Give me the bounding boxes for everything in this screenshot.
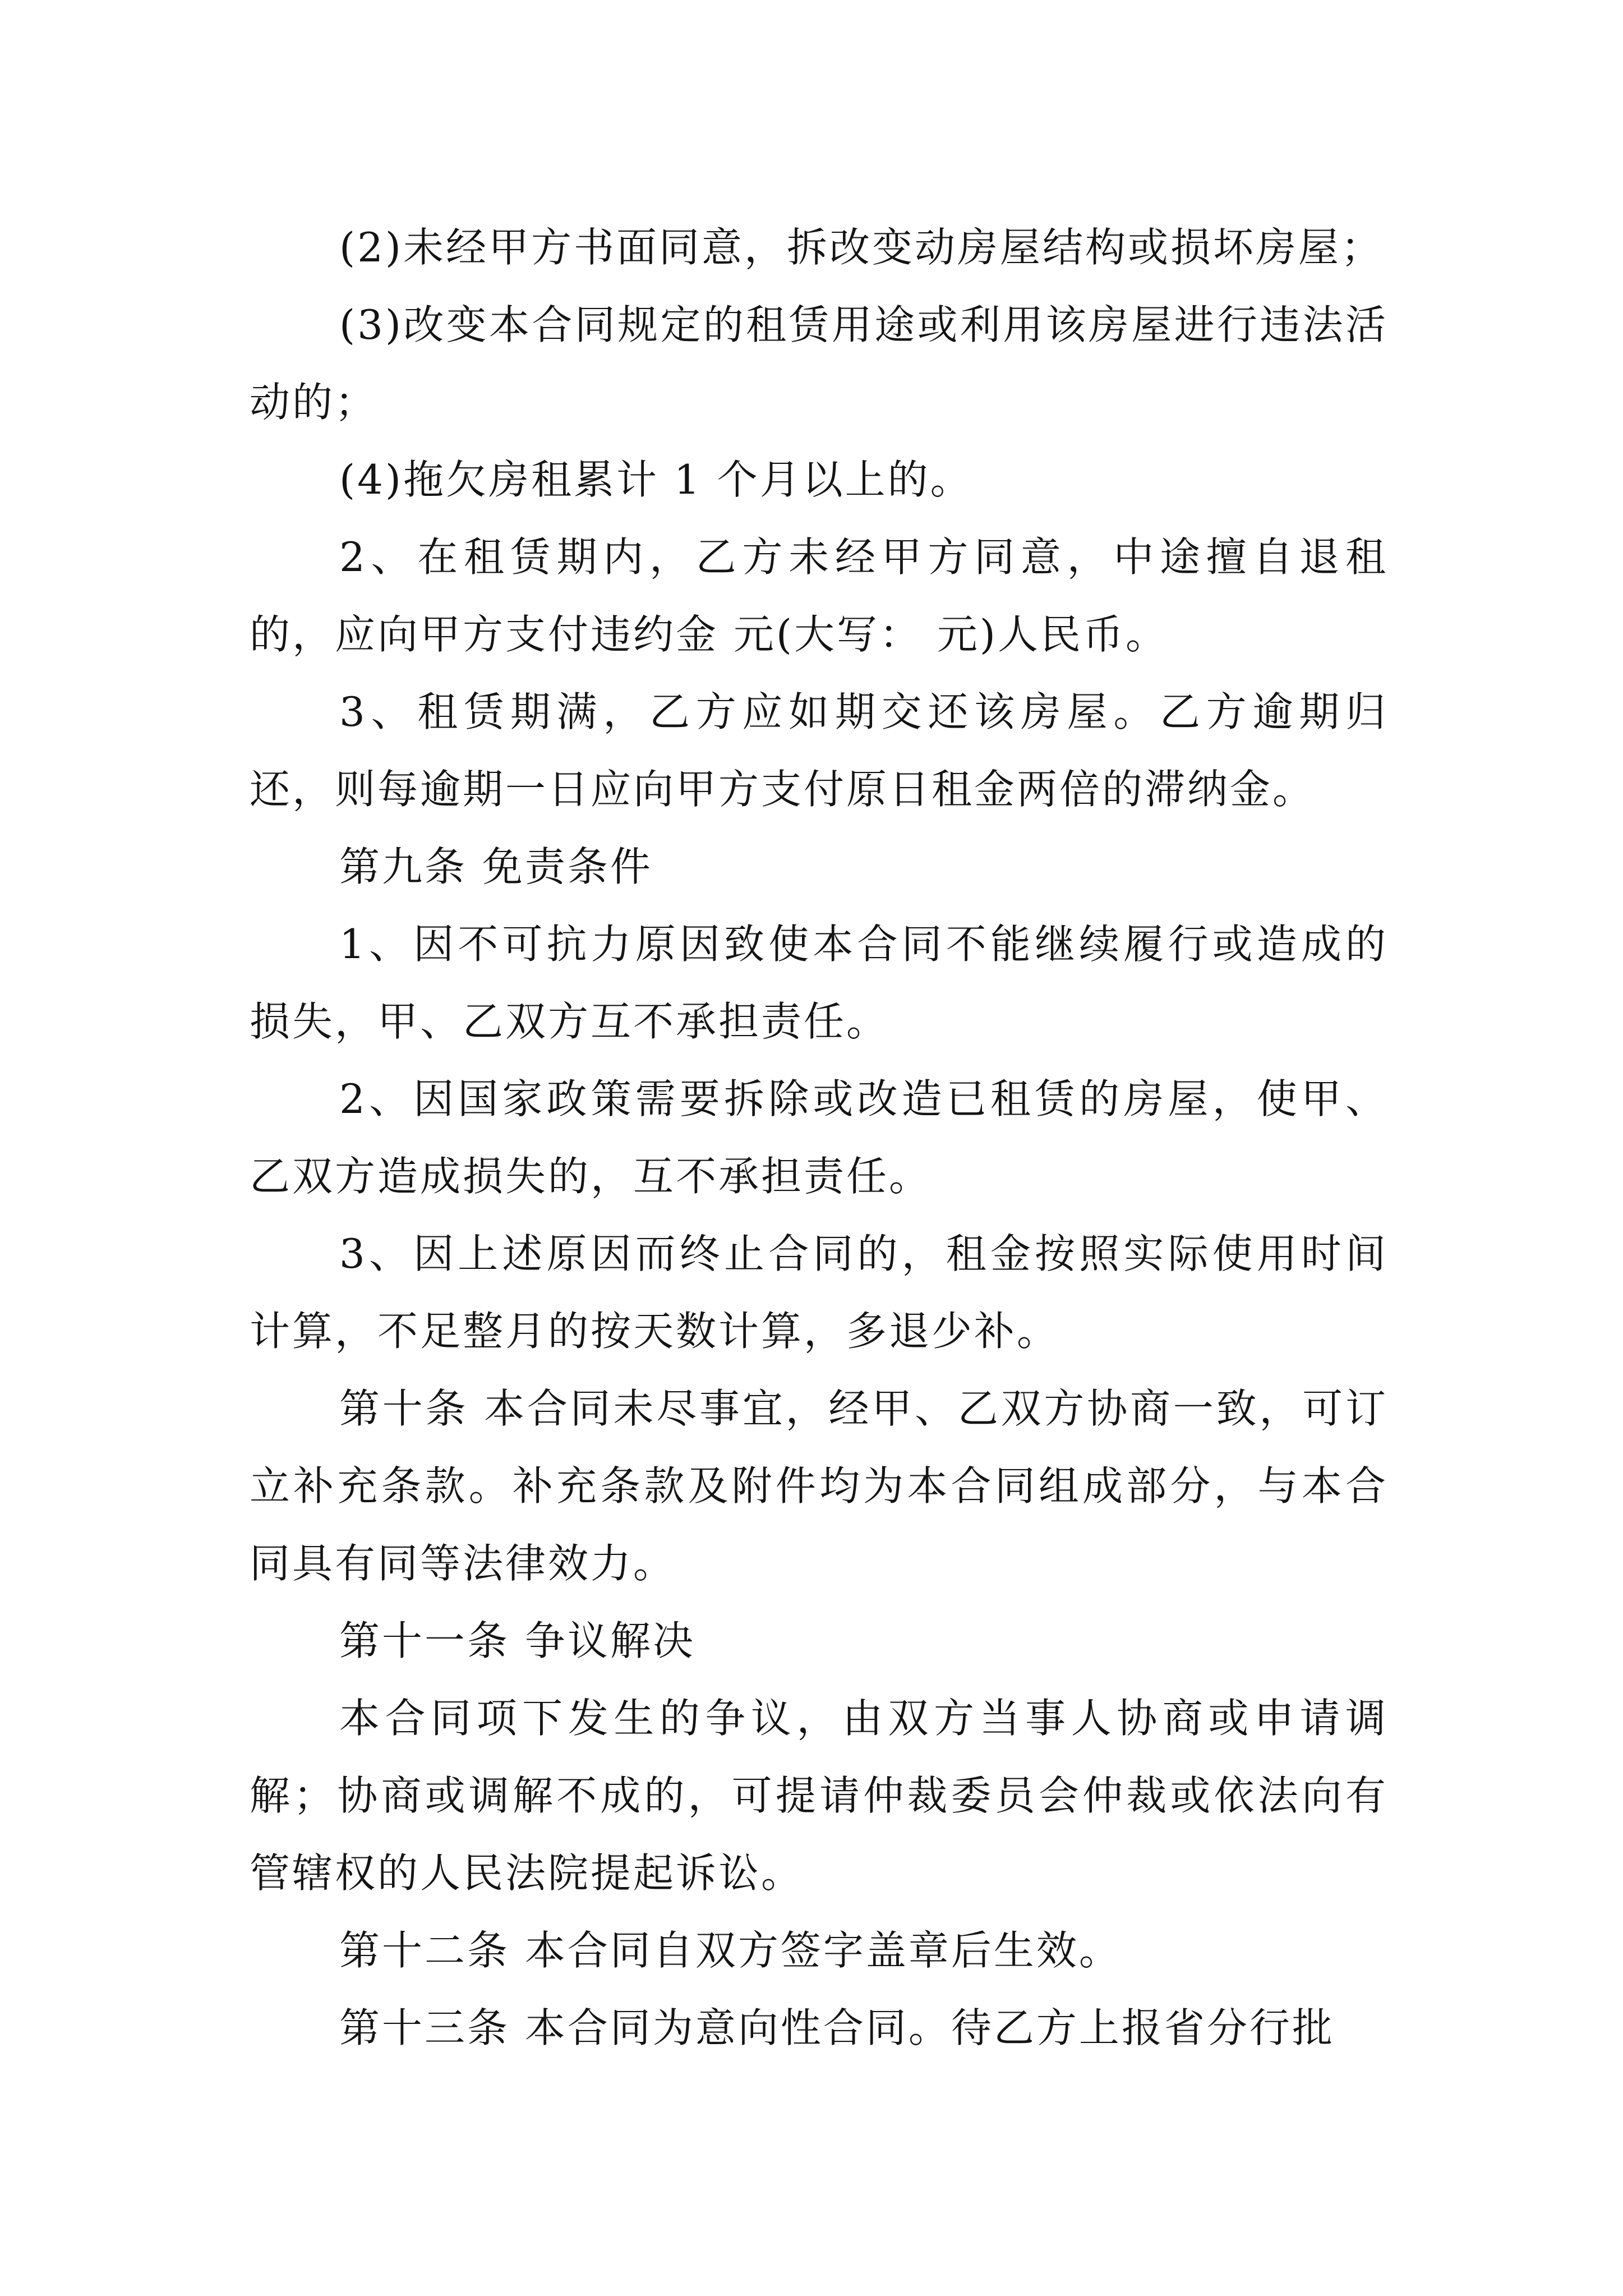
article-9-heading: 第九条 免责条件	[339, 843, 653, 890]
overdue-return-clause: 3、租赁期满，乙方应如期交还该房屋。乙方逾期归还，则每逾期一日应向甲方支付原日租金两倍的滞纳金。	[250, 688, 1388, 813]
clause-item-4: (4)拖欠房租累计 1 个月以上的。	[339, 456, 973, 503]
article-10: 第十条 本合同未尽事宜，经甲、乙双方协商一致，可订立补充条款。补充条款及附件均为本合同组成部分，与本合同具有同等法律效力。	[250, 1385, 1388, 1587]
article-12: 第十二条 本合同自双方签字盖章后生效。	[339, 1927, 1122, 1974]
clause-item-2: (2)未经甲方书面同意，拆改变动房屋结构或损坏房屋；	[339, 224, 1384, 271]
dispute-resolution-text: 本合同项下发生的争议，由双方当事人协商或申请调解；协商或调解不成的，可提请仲裁委员会仲裁或依法向有管辖权的人民法院提起诉讼。	[250, 1695, 1388, 1897]
clause-item-3: (3)改变本合同规定的租赁用途或利用该房屋进行违法活动的；	[250, 301, 1388, 426]
contract-body	[250, 209, 1388, 2067]
article-11-heading: 第十一条 争议解决	[339, 1617, 695, 1664]
policy-demolition-clause: 2、因国家政策需要拆除或改造已租赁的房屋，使甲、乙双方造成损失的，互不承担责任。	[250, 1075, 1388, 1200]
article-13: 第十三条 本合同为意向性合同。待乙方上报省分行批	[339, 2004, 1335, 2051]
rent-settlement-clause: 3、因上述原因而终止合同的，租金按照实际使用时间计算，不足整月的按天数计算，多退少补。	[250, 1230, 1388, 1355]
early-termination-clause: 2、在租赁期内，乙方未经甲方同意，中途擅自退租的，应向甲方支付违约金 元(大写： 元)人民币。	[250, 533, 1388, 658]
force-majeure-clause: 1、因不可抗力原因致使本合同不能继续履行或造成的损失，甲、乙双方互不承担责任。	[250, 921, 1388, 1045]
